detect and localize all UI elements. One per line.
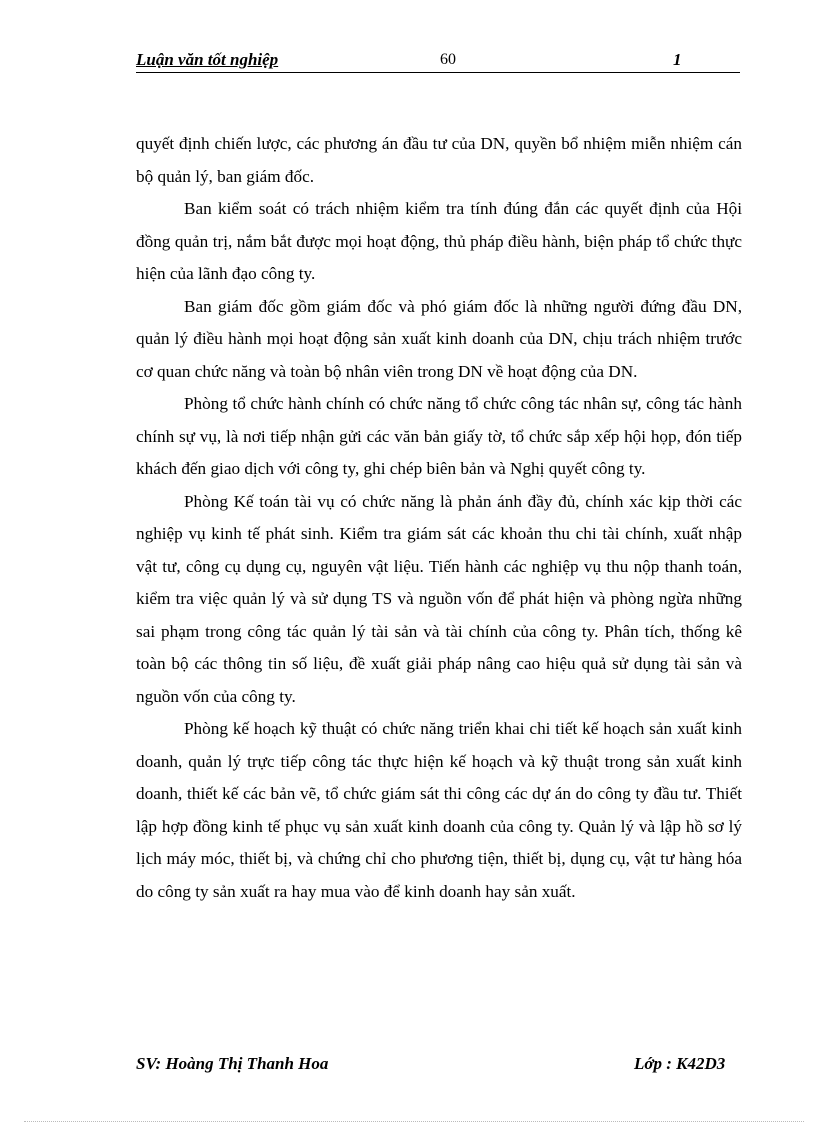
thesis-title: Luận văn tốt nghiệp — [136, 50, 279, 69]
paragraph: quyết định chiến lược, các phương án đầu tư của DN, quyền bổ nhiệm miễn nhiệm cán bộ quản lý, ban giám đốc. — [136, 134, 742, 186]
paragraph: Phòng Kế toán tài vụ có chức năng là phản ánh đầy đủ, chính xác kịp thời các nghiệp vụ kinh tế phát sinh. Kiểm tra giám sát các khoản thu chi tài chính, xuất nhập vật tư, công cụ dụng cụ, nguyên vật liệu. Tiến hành các nghiệp vụ thu nộp thanh toán, kiểm tra việc quản lý và sử dụng TS và nguồn vốn để phát hiện và phòng ngừa những sai phạm trong công tác quản lý tài sản và tài chính của công ty. Phân tích, thống kê toàn bộ các thông tin số liệu, đề xuất giải pháp nâng cao hiệu quả sử dụng tài sản và nguồn vốn của công ty. — [136, 491, 742, 706]
header-right-edge: 1 — [673, 50, 682, 69]
paragraph: Ban giám đốc gồm giám đốc và phó giám đốc là những người đứng đầu DN, quản lý điều hành mọi hoạt động sản xuất kinh doanh của DN, chịu trách nhiệm trước cơ quan chức năng và toàn bộ nhân viên trong DN về hoạt động của DN. — [136, 296, 742, 381]
footer-student-name: SV: Hoàng Thị Thanh Hoa — [136, 1054, 329, 1073]
page-header — [136, 50, 740, 73]
footer-class: Lớp : K42D3 — [634, 1054, 726, 1073]
body-text — [136, 128, 742, 908]
paragraph: Phòng kế hoạch kỹ thuật có chức năng triển khai chi tiết kế hoạch sản xuất kinh doanh, quản lý trực tiếp công tác thực hiện kế hoạch và kỹ thuật trong sản xuất kinh doanh, thiết kế các bản vẽ, tổ chức giám sát thi công các dự án do công ty đầu tư. Thiết lập hợp đồng kinh tế phục vụ sản xuất kinh doanh của công ty. Quản lý và lập hồ sơ lý lịch máy móc, thiết bị, và chứng chỉ cho phương tiện, thiết bị, dụng cụ, vật tư hàng hóa do công ty sản xuất ra hay mua vào để kinh doanh hay sản xuất. — [136, 719, 742, 901]
paragraph: Ban kiểm soát có trách nhiệm kiểm tra tính đúng đắn các quyết định của Hội đồng quản trị, nắm bắt được mọi hoạt động, thủ pháp điều hành, biện pháp tổ chức thực hiện của lãnh đạo công ty. — [136, 199, 742, 283]
page-number: 60 — [440, 51, 456, 68]
paragraph: Phòng tổ chức hành chính có chức năng tổ chức công tác nhân sự, công tác hành chính sự vụ, là nơi tiếp nhận gửi các văn bản giấy tờ, tổ chức sắp xếp hội họp, đón tiếp khách đến giao dịch với công ty, ghi chép biên bản và Nghị quyết công ty. — [136, 394, 742, 478]
page-bottom-divider — [24, 1121, 804, 1122]
